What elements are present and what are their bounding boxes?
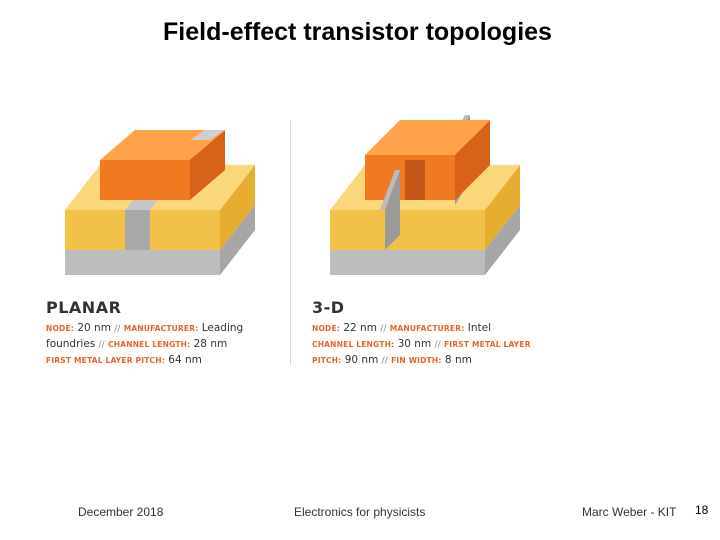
footer-course: Electronics for physicists	[294, 505, 426, 519]
planar-node-label: NODE:	[46, 324, 75, 333]
threed-spec-line-1	[312, 321, 531, 337]
planar-spec-block	[46, 298, 243, 368]
separator: //	[381, 356, 388, 366]
footer-date: December 2018	[78, 505, 164, 519]
threed-pitch-value: 90 nm	[344, 354, 379, 366]
threed-spec-line-3	[312, 353, 531, 369]
planar-pitch-label: FIRST METAL LAYER PITCH:	[46, 356, 165, 365]
separator: //	[114, 324, 121, 334]
planar-spec-line-3	[46, 353, 243, 368]
figure-divider	[290, 120, 291, 365]
threed-heading: 3-D	[312, 298, 345, 317]
page-number: 18	[695, 503, 709, 517]
separator: //	[380, 324, 387, 334]
threed-pitch-label: PITCH:	[312, 356, 342, 365]
planar-transistor-illustration	[40, 115, 265, 290]
threed-node-label: NODE:	[312, 324, 341, 333]
planar-channel-label: CHANNEL LENGTH:	[108, 340, 191, 349]
planar-manufacturer-value: Leading	[201, 322, 244, 334]
planar-manufacturer-label: MANUFACTURER:	[123, 324, 199, 333]
threed-manufacturer-label: MANUFACTURER:	[389, 324, 465, 333]
threed-first-metal-label: FIRST METAL LAYER	[443, 340, 531, 349]
planar-heading: PLANAR	[46, 298, 122, 317]
planar-manufacturer-value-cont: foundries	[46, 338, 96, 350]
threed-channel-value: 30 nm	[397, 338, 432, 350]
slide-title: Field-effect transistor topologies	[163, 18, 552, 46]
threed-spec-block	[312, 298, 531, 369]
separator: //	[434, 340, 441, 350]
planar-pitch-value: 64 nm	[168, 354, 202, 366]
threed-channel-label: CHANNEL LENGTH:	[312, 340, 395, 349]
planar-spec-line-2	[46, 337, 243, 353]
threed-spec-line-2	[312, 337, 531, 353]
planar-node-value: 20 nm	[77, 322, 111, 334]
planar-spec-line-1	[46, 321, 243, 337]
separator: //	[98, 340, 105, 350]
threed-fin-width-value: 8 nm	[444, 354, 472, 366]
footer-author: Marc Weber - KIT	[582, 505, 677, 519]
planar-channel-value: 28 nm	[193, 338, 228, 350]
threed-node-value: 22 nm	[343, 322, 377, 334]
finfet-transistor-illustration	[310, 110, 535, 290]
threed-manufacturer-value: Intel	[467, 322, 491, 334]
threed-fin-width-label: FIN WIDTH:	[391, 356, 442, 365]
